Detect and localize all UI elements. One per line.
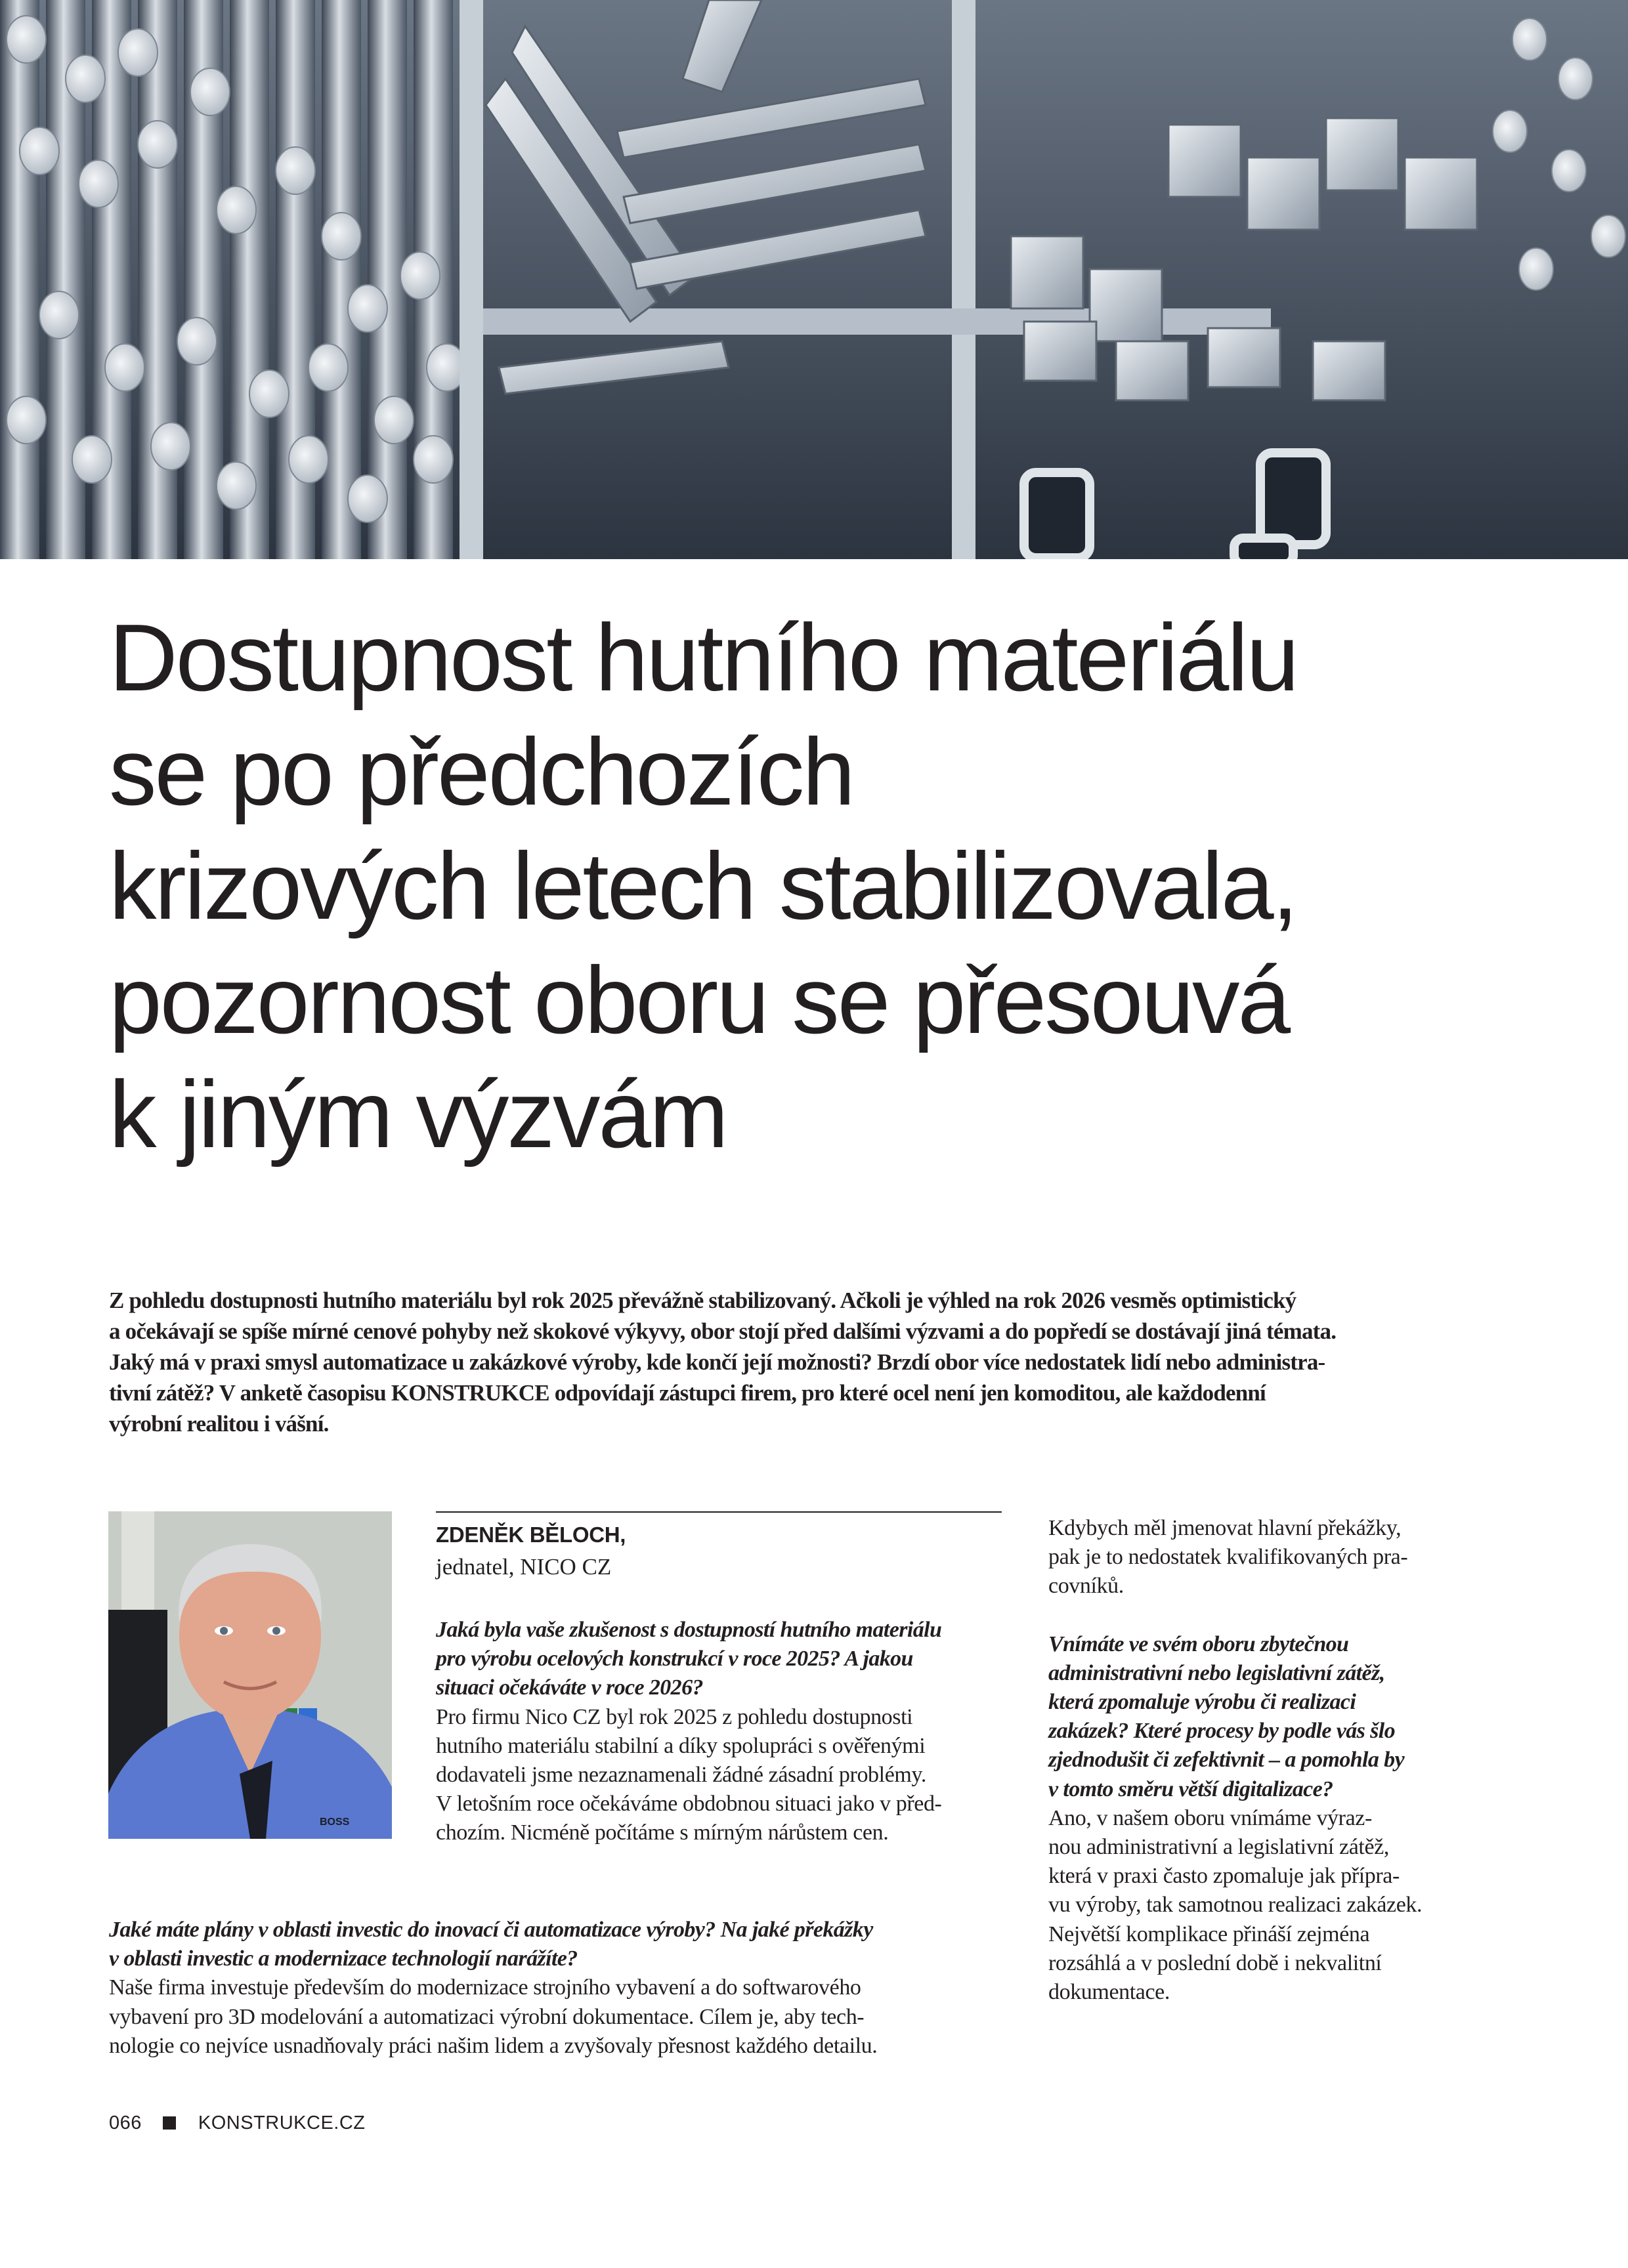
publication-name: KONSTRUKCE.CZ <box>198 2112 366 2133</box>
section-divider <box>436 1511 1002 1513</box>
answer-2-continued <box>1048 1514 1508 1601</box>
answer-line: Pro firmu Nico CZ byl rok 2025 z pohledu dostupnosti <box>436 1704 913 1729</box>
qa-block-2 <box>109 1916 1015 2061</box>
portrait-illustration <box>108 1511 392 1839</box>
hero-illustration <box>0 0 1628 559</box>
headline-line: Dostupnost hutního materiálu <box>109 604 1298 711</box>
question-line: v oblasti investic a modernizace technologií narážíte? <box>109 1946 578 1971</box>
answer-line: nologie co nejvíce usnadňovaly práci našim lidem a zvyšovaly přesnost každého detailu. <box>109 2033 878 2058</box>
answer-line: rozsáhlá a v poslední době i nekvalitní <box>1048 1950 1382 1975</box>
page-footer <box>109 2110 366 2136</box>
answer-line: Naše firma investuje především do modernizace strojního vybavení a do softwarového <box>109 1975 861 2000</box>
question-line: zjednodušit či zefektivnit – a pomohla by <box>1048 1748 1405 1773</box>
answer-line: chozím. Nicméně počítáme s mírným nárůstem cen. <box>436 1820 889 1845</box>
answer-2 <box>109 1973 1015 2061</box>
page-number: 066 <box>109 2112 142 2133</box>
interviewee-role: jednatel, NICO CZ <box>436 1554 612 1580</box>
interviewee-name: ZDENĚK BĚLOCH, <box>436 1522 626 1547</box>
question-line: situaci očekáváte v roce 2026? <box>436 1675 703 1700</box>
answer-3 <box>1048 1804 1508 2007</box>
question-line: Jaká byla vaše zkušenost s dostupností hutního materiálu <box>436 1618 942 1642</box>
question-line: v tomto směru větší digitalizace? <box>1048 1776 1333 1801</box>
qa-block-1 <box>436 1616 1007 1848</box>
question-1 <box>436 1616 1007 1703</box>
answer-line: dokumentace. <box>1048 1980 1170 2005</box>
answer-line: která v praxi často zpomaluje jak přípra- <box>1048 1864 1400 1889</box>
article-lead <box>109 1285 1520 1439</box>
answer-line: hutního materiálu stabilní a díky spolupráci s ověřenými <box>436 1733 926 1758</box>
question-3 <box>1048 1630 1508 1804</box>
answer-line: covníků. <box>1048 1574 1124 1599</box>
lead-line: tivní zátěž? V anketě časopisu KONSTRUKCE odpovídají zástupci firem, pro které ocel není jen komoditou, ale každodenní <box>109 1380 1266 1406</box>
answer-line: vu výroby, tak samotnou realizaci zakázek. <box>1048 1893 1423 1918</box>
question-2 <box>109 1916 1015 1973</box>
question-line: administrativní nebo legislativní zátěž, <box>1048 1660 1385 1685</box>
question-line: Vnímáte ve svém oboru zbytečnou <box>1048 1631 1349 1656</box>
article-headline <box>109 600 1540 1171</box>
answer-line: vybavení pro 3D modelování a automatizaci výrobní dokumentace. Cílem je, aby tech- <box>109 2004 865 2029</box>
question-line: zakázek? Které procesy by podle vás šlo <box>1048 1719 1396 1744</box>
lead-line: a očekávají se spíše mírné cenové pohyby než skokové výkyvy, obor stojí před dalšími výzvami a do popředí se dostávají jiná témata. <box>109 1318 1337 1344</box>
answer-line: V letošním roce očekáváme obdobnou situaci jako v před- <box>436 1792 942 1816</box>
shirt-logo-text: BOSS <box>320 1816 350 1828</box>
question-line: která zpomaluje výrobu či realizaci <box>1048 1690 1356 1715</box>
answer-line: Největší komplikace přináší zejména <box>1048 1922 1370 1946</box>
headline-line: k jiným výzvám <box>109 1061 727 1167</box>
headline-line: se po předchozích <box>109 719 853 825</box>
answer-line: nou administrativní a legislativní zátěž, <box>1048 1835 1389 1860</box>
answer-line: Kdybych měl jmenovat hlavní překážky, <box>1048 1516 1402 1540</box>
question-line: Jaké máte plány v oblasti investic do inovací či automatizace výroby? Na jaké překážky <box>109 1918 873 1942</box>
answer-line: dodavateli jsme nezaznamenali žádné zásadní problémy. <box>436 1763 926 1788</box>
lead-line: Jaký má v praxi smysl automatizace u zakázkové výroby, kde končí její možnosti? Brzdí obor více nedostatek lidí nebo administra- <box>109 1349 1325 1375</box>
headline-line: pozornost oboru se přesouvá <box>109 947 1289 1053</box>
qa-block-3 <box>1048 1514 1508 2007</box>
answer-line: pak je to nedostatek kvalifikovaných pra- <box>1048 1545 1408 1570</box>
lead-line: výrobní realitou i vášní. <box>109 1411 329 1437</box>
headline-line: krizových letech stabilizovala, <box>109 833 1296 939</box>
answer-1 <box>436 1703 1007 1848</box>
square-separator-icon <box>163 2116 176 2130</box>
hero-photo-steel-profiles <box>0 0 1628 559</box>
question-line: pro výrobu ocelových konstrukcí v roce 2025? A jakou <box>436 1647 913 1671</box>
interviewee-portrait <box>108 1511 392 1839</box>
lead-line: Z pohledu dostupnosti hutního materiálu byl rok 2025 převážně stabilizovaný. Ačkoli je výhled na rok 2026 vesměs optimistický <box>109 1288 1296 1313</box>
answer-line: Ano, v našem oboru vnímáme výraz- <box>1048 1805 1372 1830</box>
